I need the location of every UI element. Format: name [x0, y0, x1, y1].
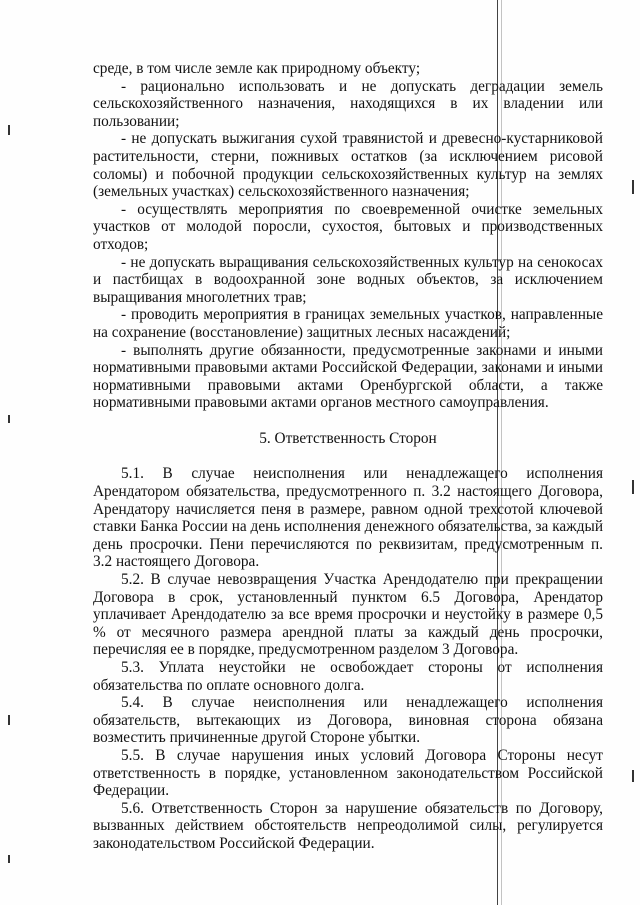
obligation-item: - осуществлять мероприятия по своевременной очистке земельных участков от молодой поросли, сухостоя, бытовых и производственных отходов; — [93, 200, 603, 253]
section-heading: 5. Ответственность Сторон — [259, 429, 437, 447]
clause-5-2: 5.2. В случае невозвращения Участка Арендодателю при прекращении Договора в срок, установленный пунктом 6.5 Договора, Арендатор уплачивает Арендодателю за все время просрочки и неустойку в размере 0,5 % от месячного размера арендной платы за каждый день просрочки, перечисляя ее в порядке, предусмотренном разделом 3 Договора. — [93, 571, 603, 659]
scan-speck — [632, 180, 634, 194]
obligation-item: - не допускать выжигания сухой травянистой и древесно-кустарниковой растительности, стерни, пожнивых остатков (за исключением рисовой соломы) и побочной продукции сельскохозяйственных культур на землях (земельных участках) сельскохозяйственного назначения; — [93, 130, 603, 201]
document-body — [93, 60, 603, 853]
obligation-item: - рационально использовать и не допускать деградации земель сельскохозяйственного назначения, находящихся в их владении или пользовании; — [93, 77, 603, 130]
clause-5-4: 5.4. В случае неисполнения или ненадлежащего исполнения обязательств, вытекающих из Договора, виновная сторона обязана возместить причиненные другой Стороне убытки. — [93, 694, 603, 747]
scan-speck — [8, 415, 10, 423]
clause-5-6: 5.6. Ответственность Сторон за нарушение обязательств по Договору, вызванных действием обстоятельств непреодолимой силы, регулируется законодательством Российской Федерации. — [93, 799, 603, 852]
obligation-item: - не допускать выращивания сельскохозяйственных культур на сенокосах и пастбищах в водоохранной зоне водных объектов, за исключением выращивания многолетних трав; — [93, 253, 603, 306]
intro-line: среде, в том числе земле как природному объекту; — [93, 60, 421, 77]
clause-5-5: 5.5. В случае нарушения иных условий Договора Стороны несут ответственность в порядке, установленном законодательством Российской Федерации. — [93, 746, 603, 800]
scan-speck — [632, 480, 634, 494]
obligation-item: - выполнять другие обязанности, предусмотренные законами и иными нормативными правовыми актами Российской Федерации, законами и иными нормативными правовыми актами Оренбургской области, а также нормативными правовыми актами органов местного самоуправления. — [93, 341, 603, 412]
scan-speck — [8, 125, 10, 135]
scan-speck — [8, 715, 10, 725]
clause-5-3: 5.3. Уплата неустойки не освобождает стороны от исполнения обязательства по оплате основного долга. — [93, 659, 603, 694]
clause-5-1: 5.1. В случае неисполнения или ненадлежащего исполнения Арендатором обязательства, предусмотренного п. 3.2 настоящего Договора, Арендатору начисляется пеня в размере, равном одной трехсотой ключевой ставки Банка России на день исполнения денежного обязательства, за каждый день просрочки. Пени перечисляются по реквизитам, предусмотренным п. 3.2 настоящего Договора. — [93, 465, 603, 571]
obligation-item: - проводить мероприятия в границах земельных участков, направленные на сохранение (восстановление) защитных лесных насаждений; — [93, 306, 603, 341]
scan-speck — [632, 770, 634, 782]
scan-speck — [8, 855, 10, 863]
